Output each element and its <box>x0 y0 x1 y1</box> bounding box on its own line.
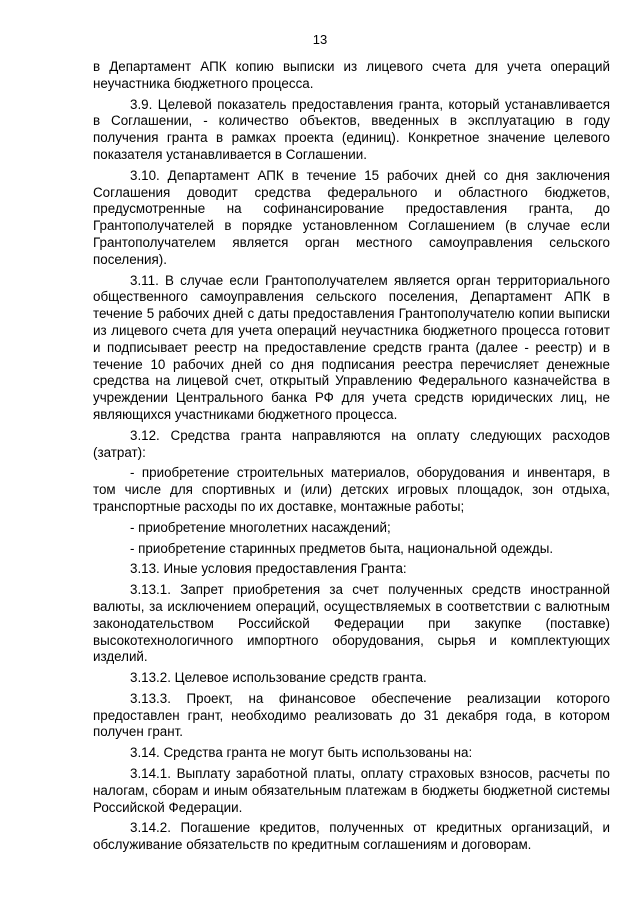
paragraph-3-13: 3.13. Иные условия предоставления Гранта: <box>130 561 407 577</box>
paragraph-3-11: 3.11. В случае если Грантополучателем является орган территориального общественного самоуправления сельского поселения, Департамент АПК в течение 5 рабочих дней с даты предоставления Грантополучателю копии выписки из лицевого счета для учета операций неучастника бюджетного процесса готовит и подписывает реестр на предоставление средств гранта (далее - реестр) и в течение 10 рабочих дней со дня подписания реестра перечисляет денежные средства на лицевой счет, открытый Управлению Федерального казначейства в учреждении Центрального банка РФ для учета средств юридических лиц, не являющихся участниками бюджетного процесса. <box>93 272 610 422</box>
paragraph-3-14-1: 3.14.1. Выплату заработной платы, оплату страховых взносов, расчеты по налогам, сборам и иным обязательным платежам в бюджеты бюджетной системы Российской Федерации. <box>93 766 610 815</box>
paragraph-3-13-1: 3.13.1. Запрет приобретения за счет полученных средств иностранной валюты, за исключением операций, осуществляемых в соответствии с валютным законодательством Российской Федерации при закупке (поставке) высокотехнологичного импортного оборудования, сырья и комплектующих изделий. <box>93 582 610 665</box>
paragraph-3-14: 3.14. Средства гранта не могут быть использованы на: <box>130 745 473 761</box>
paragraph-3-13-3: 3.13.3. Проект, на финансовое обеспечение реализации которого предоставлен грант, необходимо реализовать до 31 декабря года, в котором получен грант. <box>93 690 610 740</box>
paragraph-3-14-2: 3.14.2. Погашение кредитов, полученных от кредитных организаций, и обслуживание обязательств по кредитным соглашениям и договорам. <box>93 820 610 853</box>
page-number: 13 <box>312 32 328 47</box>
paragraph-3-10: 3.10. Департамент АПК в течение 15 рабочих дней со дня заключения Соглашения доводит средства федерального и областного бюджетов, предусмотренные на софинансирование предоставления гранта, до Грантополучателей в порядке установленном Соглашением (в случае если Грантополучателем является орган местного самоуправления сельского поселения). <box>93 167 610 267</box>
list-item-plantings: - приобретение многолетних насаждений; <box>130 519 391 535</box>
paragraph-3-12: 3.12. Средства гранта направляются на оплату следующих расходов (затрат): <box>93 427 610 460</box>
paragraph-3-9: 3.9. Целевой показатель предоставления гранта, который устанавливается в Соглашении, - количество объектов, введенных в эксплуатацию в году получения гранта в рамках проекта (единиц). Конкретное значение целевого показателя устанавливается в Соглашении. <box>93 96 610 162</box>
list-item-materials: - приобретение строительных материалов, оборудования и инвентаря, в том числе для спортивных и (или) детских игровых площадок, зон отдыха, транспортные расходы по их доставке, монтажные работы; <box>93 465 610 514</box>
document-body <box>93 59 610 858</box>
paragraph-3-13-2: 3.13.2. Целевое использование средств гранта. <box>130 670 427 686</box>
list-item-antiques: - приобретение старинных предметов быта, национальной одежды. <box>130 540 554 556</box>
paragraph-continuation: в Департамент АПК копию выписки из лицевого счета для учета операций неучастника бюджетного процесса. <box>93 59 610 91</box>
